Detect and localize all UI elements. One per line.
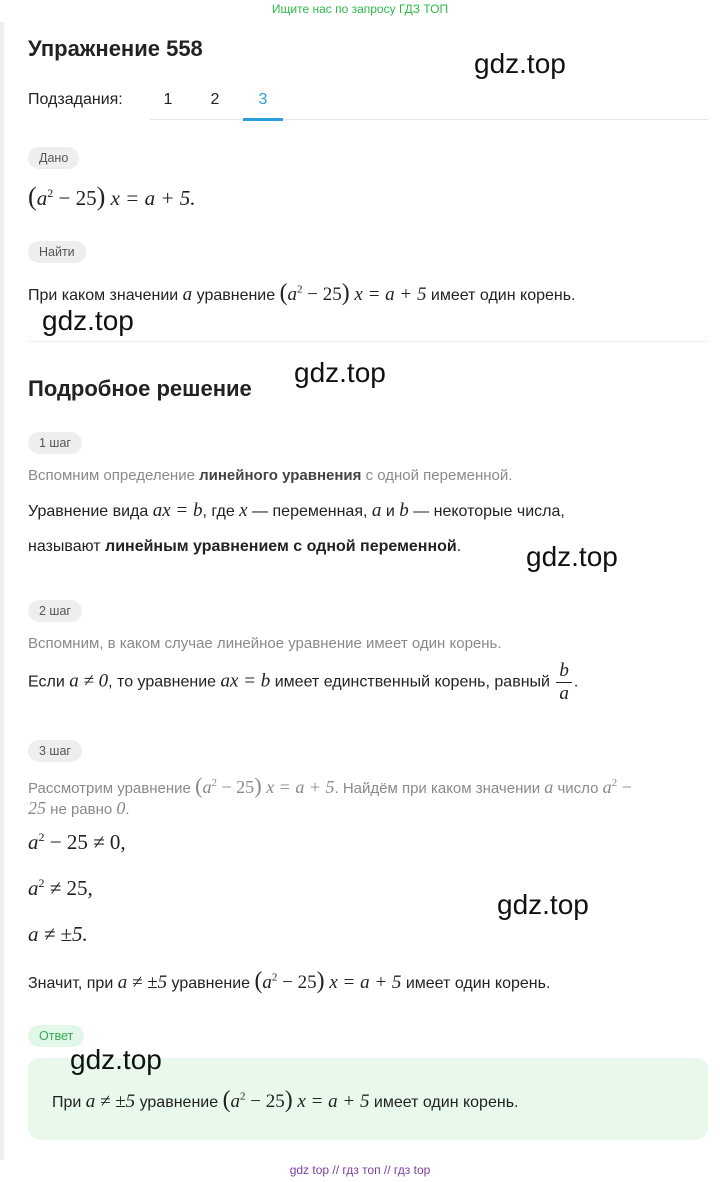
- step1-pill: 1 шаг: [28, 432, 82, 454]
- subtask-tab-1[interactable]: 1: [163, 91, 173, 108]
- step2-statement: Если a ≠ 0, то уравнение ax = b имеет единственный корень, равный $\frac{b}{a}$ .: [28, 660, 579, 704]
- step3-intro-line2: 25 не равно 0.: [28, 798, 130, 818]
- fraction-b-over-a: $\frac{b}{a}$: [556, 660, 572, 705]
- subtasks-label: Подзадания:: [28, 91, 123, 108]
- given-pill: Дано: [28, 147, 79, 169]
- footer-links[interactable]: gdz top // гдз топ // гдз top: [289, 1163, 431, 1177]
- subtask-tab-2[interactable]: 2: [210, 91, 220, 108]
- given-equation: $(a^2 - 25) x = a + 5$.: [28, 182, 196, 211]
- exercise-title: Упражнение 558: [28, 36, 203, 61]
- step1-intro: Вспомним определение линейного уравнения с одной переменной.: [28, 467, 513, 484]
- step3-pill: 3 шаг: [28, 740, 82, 762]
- step3-intro-line1: Рассмотрим уравнение $(a^2 - 25) x = a + 5$. Найдём при каком значении a число $a^2$ −: [28, 773, 632, 798]
- watermark: gdz.top: [294, 357, 386, 388]
- subtabs-divider: [150, 119, 708, 120]
- solution-title: Подробное решение: [28, 376, 252, 401]
- step3-equation-3: a ≠ ±5.: [28, 922, 88, 946]
- watermark: gdz.top: [70, 1044, 162, 1075]
- watermark: gdz.top: [526, 541, 618, 572]
- watermark: gdz.top: [42, 305, 134, 336]
- left-edge-rule: [0, 22, 4, 1160]
- find-text: При каком значении a уравнение $(a^2 - 25) x = a + 5$ имеет один корень.: [28, 280, 576, 306]
- answer-pill: Ответ: [28, 1025, 84, 1047]
- subtask-tab-3[interactable]: 3: [258, 91, 268, 108]
- step3-equation-2: $a^2 \ne 25$,: [28, 876, 93, 900]
- step2-intro: Вспомним, в каком случае линейное уравнение имеет один корень.: [28, 635, 502, 652]
- search-banner: Ищите нас по запросу ГДЗ ТОП: [271, 2, 449, 16]
- answer-text: При a ≠ ±5 уравнение $(a^2 - 25) x = a + 5$ имеет один корень.: [52, 1087, 519, 1113]
- active-tab-indicator: [243, 118, 283, 121]
- step2-pill: 2 шаг: [28, 600, 82, 622]
- step1-definition-line2: называют линейным уравнением с одной переменной.: [28, 538, 462, 555]
- find-pill: Найти: [28, 241, 86, 263]
- watermark: gdz.top: [497, 889, 589, 920]
- step3-equation-1: $a^2 - 25 \ne 0$,: [28, 830, 126, 854]
- step1-definition-line1: Уравнение вида ax = b, где x — переменная, a и b — некоторые числа,: [28, 500, 565, 521]
- section-divider: [28, 341, 708, 342]
- step3-conclusion: Значит, при a ≠ ±5 уравнение $(a^2 - 25) x = a + 5$ имеет один корень.: [28, 968, 551, 994]
- watermark: gdz.top: [474, 48, 566, 79]
